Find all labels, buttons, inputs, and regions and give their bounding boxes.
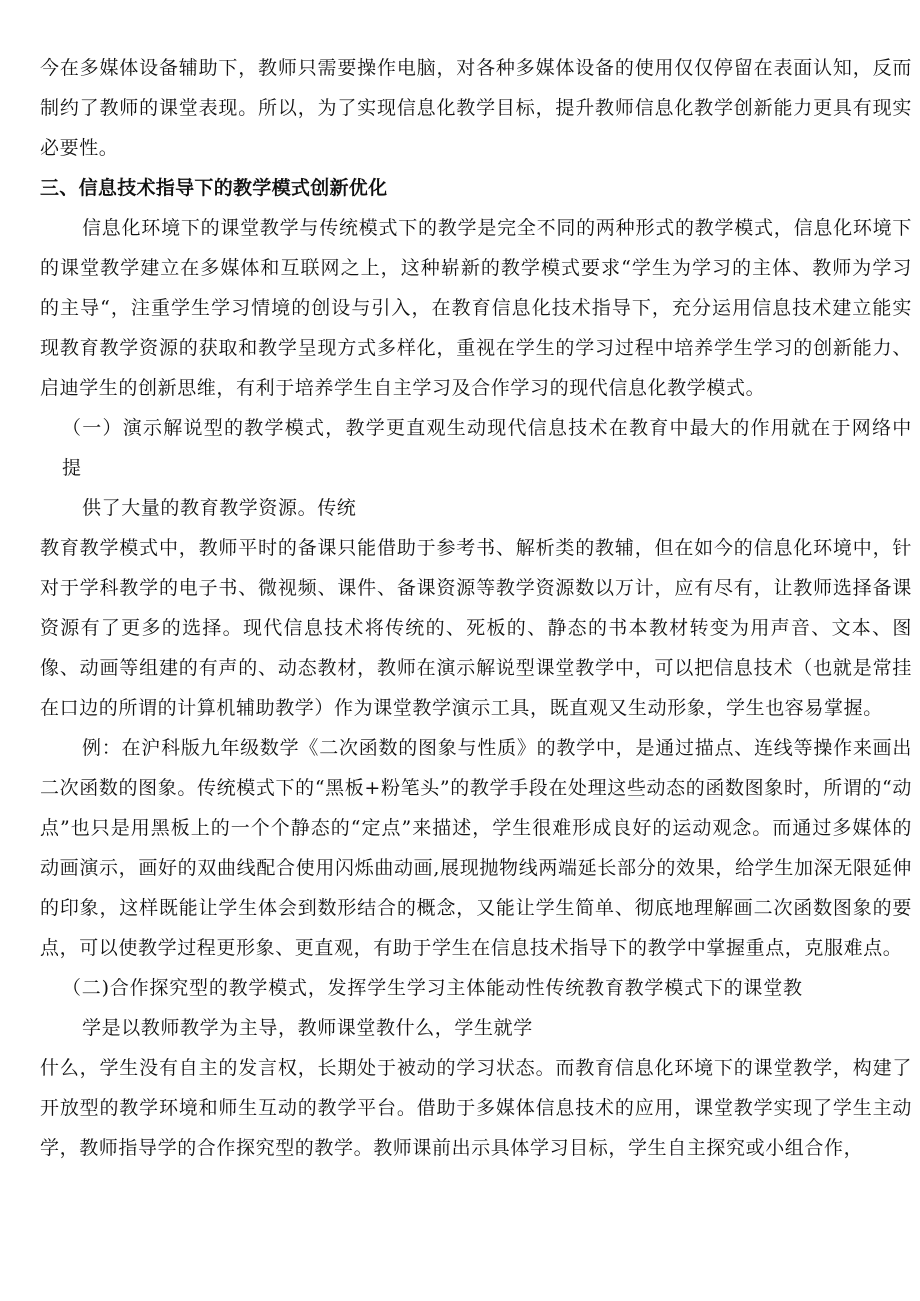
paragraph-section-intro: 信息化环境下的课堂教学与传统模式下的教学是完全不同的两种形式的教学模式，信息化环境下的课堂教学建立在多媒体和互联网之上，这种崭新的教学模式要求“学生为学习的主体、教师为学习的主导“，注重学生学习情境的创设与引入，在教育信息化技术指导下，充分运用信息技术建立能实现教育教学资源的获取和教学呈现方式多样化，重视在学生的学习过程中培养学生学习的创新能力、启迪学生的创新思维，有利于培养学生自主学习及合作学习的现代信息化教学模式。 (40, 217, 912, 399)
paragraph-traditional-teaching: 教育教学模式中，教师平时的备课只能借助于参考书、解析类的教辅，但在如今的信息化环境中，针对于学科教学的电子书、微视频、课件、备课资源等教学资源数以万计，应有尽有，让教师选择备课资源有了更多的选择。现代信息技术将传统的、死板的、静态的书本教材转变为用声音、文本、图像、动画等组建的有声的、动态教材，教师在演示解说型课堂教学中，可以把信息技术（也就是常挂在口边的所谓的计算机辅助教学）作为课堂教学演示工具，既直观又生动形象，学生也容易掌握。 (40, 537, 912, 719)
subheading-1: （一）演示解说型的教学模式，教学更直观生动现代信息技术在教育中最大的作用就在于网络中提 (62, 417, 912, 479)
paragraph-cooperative-teaching: 什么，学生没有自主的发言权，长期处于被动的学习状态。而教育信息化环境下的课堂教学，构建了开放型的教学环境和师生互动的教学平台。借助于多媒体信息技术的应用，课堂教学实现了学生主动学，教师指导学的合作探究型的教学。教师课前出示具体学习目标，学生自主探究或小组合作， (40, 1057, 912, 1159)
paragraph-example: 例：在沪科版九年级数学《二次函数的图象与性质》的教学中，是通过描点、连线等操作来画出二次函数的图象。传统模式下的“黑板+粉笔头”的教学手段在处理这些动态的函数图象时，所谓的“动点”也只是用黑板上的一个个静态的“定点”来描述，学生很难形成良好的运动观念。而通过多媒体的动画演示，画好的双曲线配合使用闪烁曲动画,展现抛物线两端延长部分的效果，给学生加深无限延伸的印象，这样既能让学生体会到数形结合的概念，又能让学生简单、彻底地理解画二次函数图象的要点，可以使教学过程更形象、更直观，有助于学生在信息技术指导下的教学中掌握重点，克服难点。 (40, 737, 912, 959)
section-heading-3: 三、信息技术指导下的教学模式创新优化 (40, 177, 388, 199)
document-page (40, 48, 912, 1168)
subheading-2-continued: 学是以教师教学为主导，教师课堂教什么，学生就学 (82, 1017, 533, 1039)
subheading-1-continued: 供了大量的教育教学资源。传统 (82, 497, 357, 519)
paragraph-intro: 今在多媒体设备辅助下，教师只需要操作电脑，对各种多媒体设备的使用仅仅停留在表面认知，反而制约了教师的课堂表现。所以，为了实现信息化教学目标，提升教师信息化教学创新能力更具有现实必要性。 (40, 57, 912, 159)
subheading-2: （二)合作探究型的教学模式，发挥学生学习主体能动性传统教育教学模式下的课堂教 (62, 977, 803, 999)
